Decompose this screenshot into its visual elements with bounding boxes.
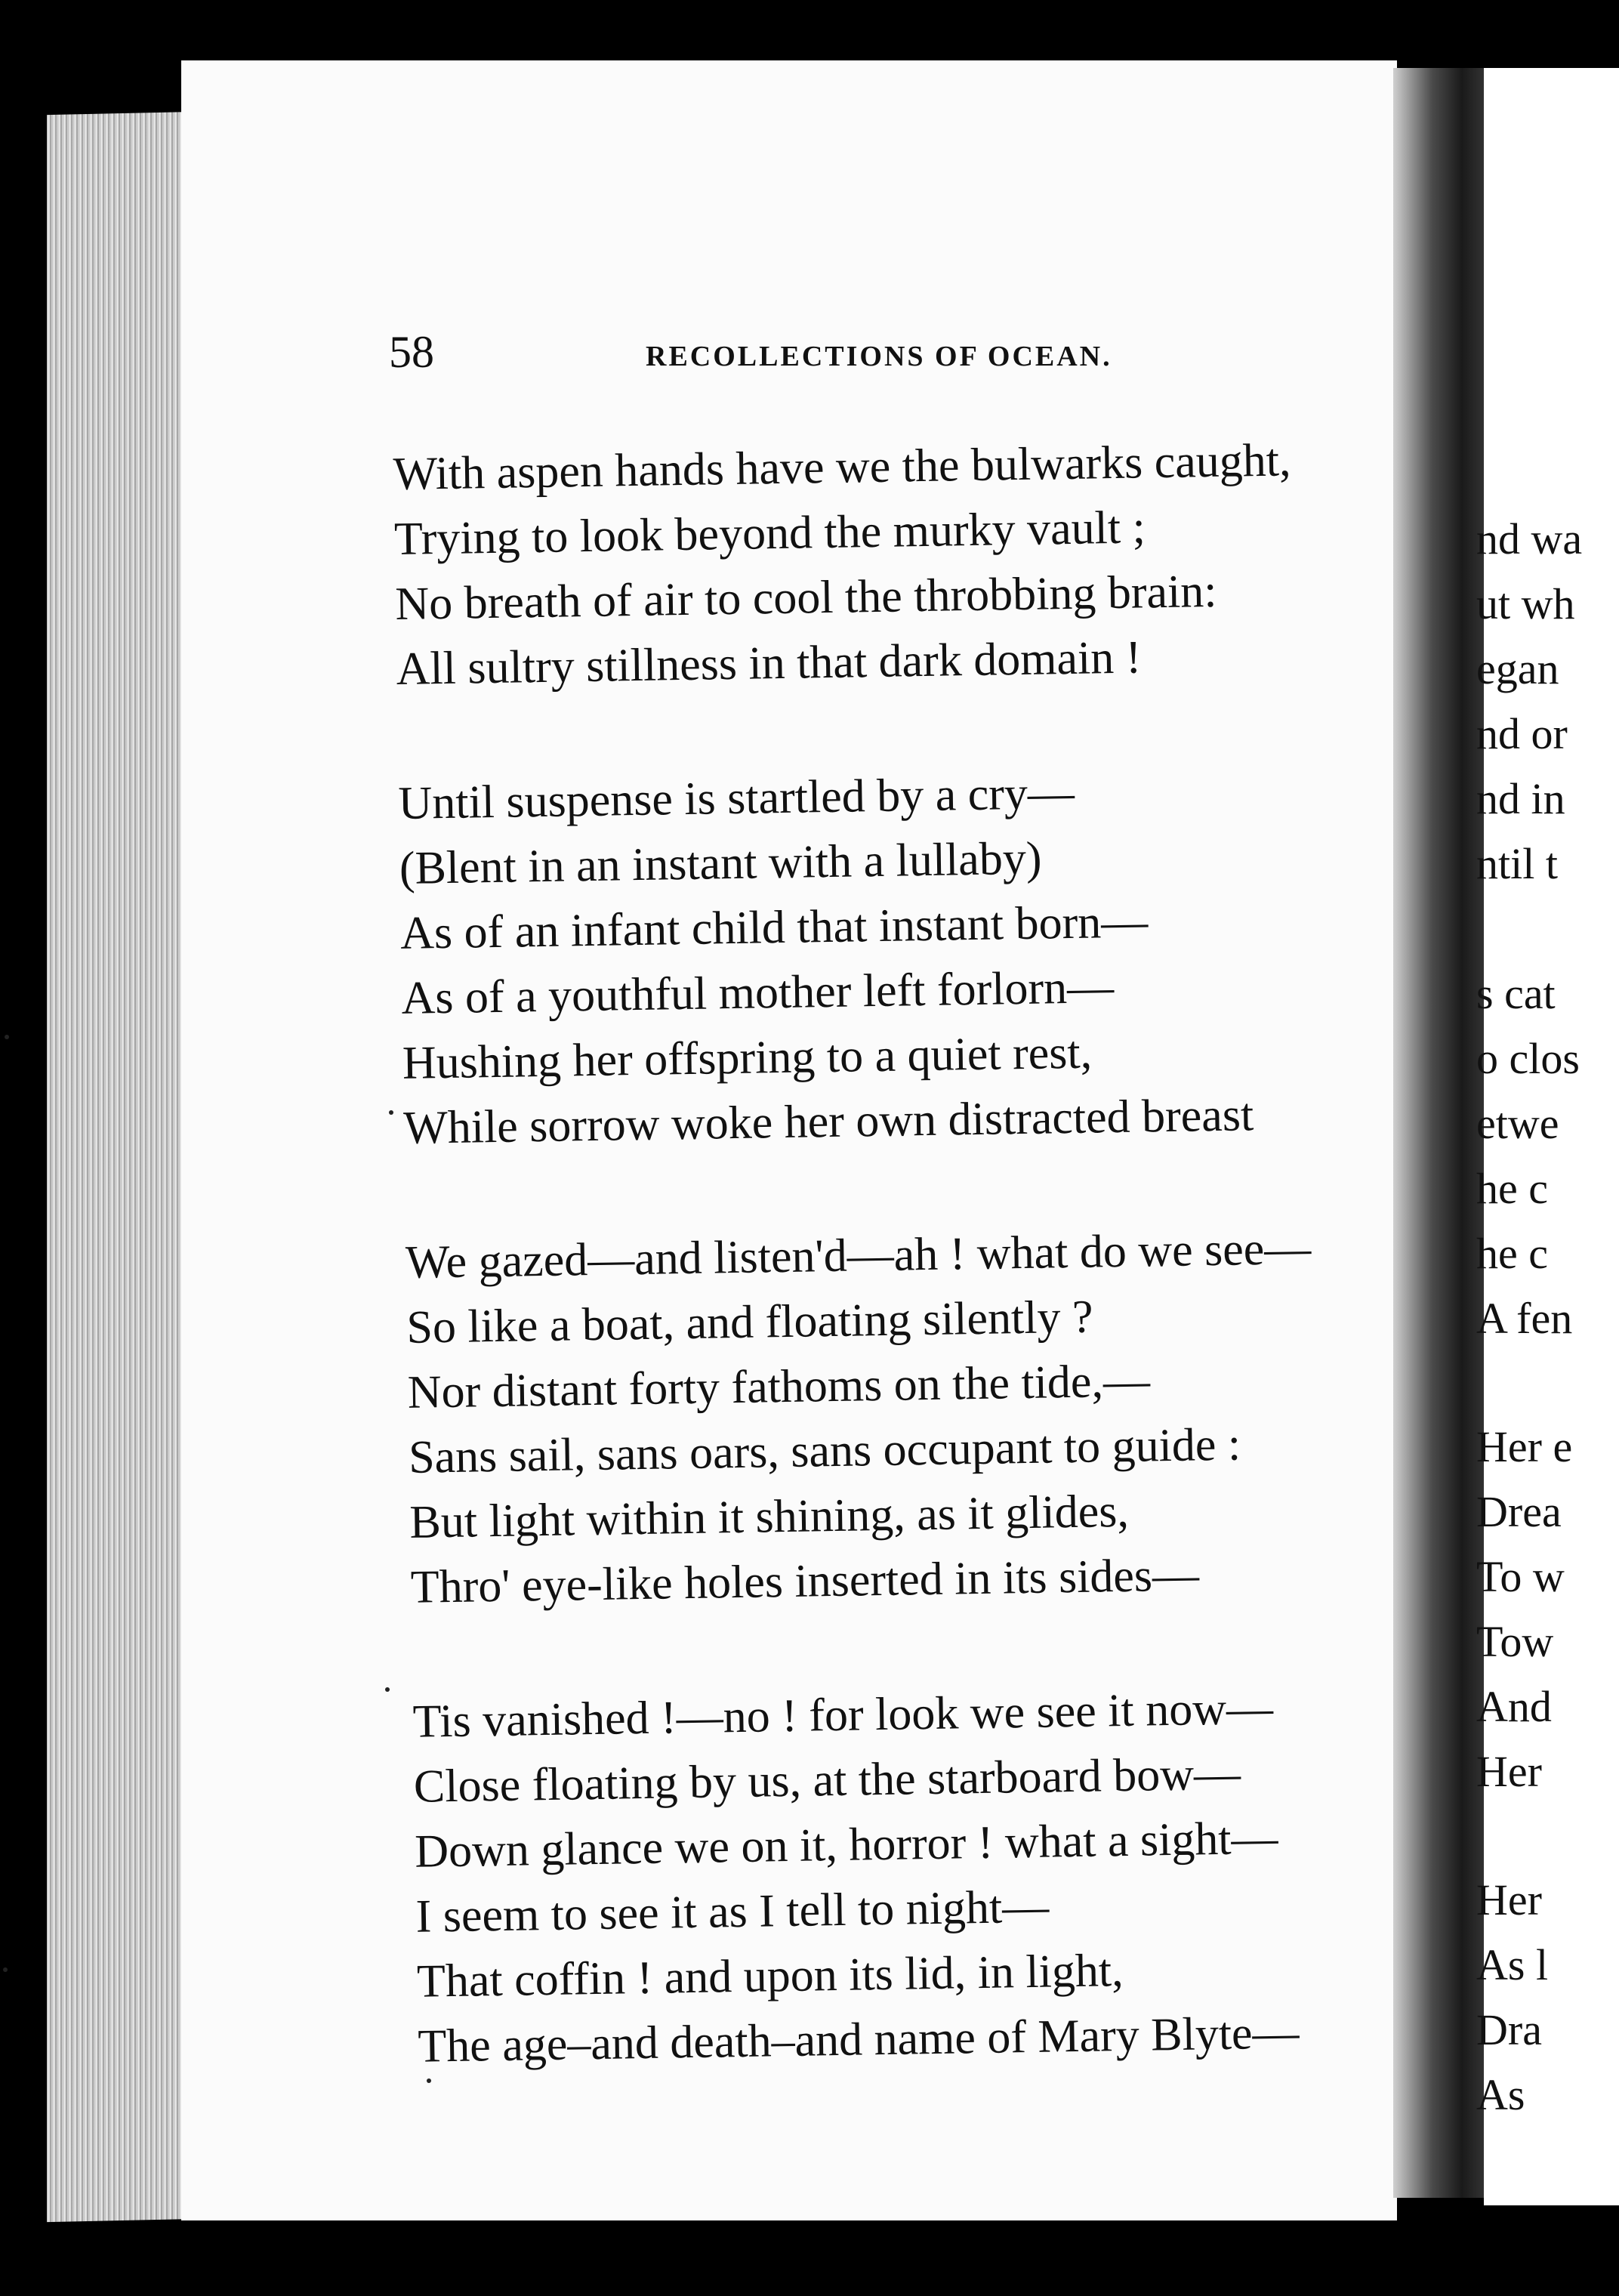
facing-line: A fen: [1476, 1294, 1573, 1343]
facing-line: Her e: [1476, 1422, 1573, 1471]
facing-line: s cat: [1476, 969, 1556, 1018]
facing-line: Her: [1476, 1747, 1542, 1796]
facing-page-text: [1476, 68, 1619, 2205]
poem-line: As of a youthful mother left forlorn—: [401, 961, 1115, 1024]
poem-line: (Blent in an instant with a lullaby): [399, 832, 1042, 894]
poem-line: No breath of air to cool the throbbing brain:: [394, 565, 1217, 630]
ink-speck: [385, 1687, 390, 1692]
poem-line: Hushing her offspring to a quiet rest,: [402, 1026, 1093, 1089]
poem: [393, 424, 1506, 2078]
ink-speck: [3, 1967, 8, 1972]
poem-line: As of an infant child that instant born—: [399, 896, 1149, 959]
poem-line: Thro' eye-like holes inserted in its sides—: [410, 1549, 1200, 1613]
page-edges: [47, 112, 198, 2222]
facing-line: nd in: [1476, 774, 1565, 823]
poem-line: We gazed—and listen'd—ah ! what do we see—: [405, 1223, 1312, 1288]
poem-line: I seem to see it as I tell to night—: [415, 1881, 1050, 1943]
facing-line: Her: [1476, 1875, 1542, 1924]
poem-line: While sorrow woke her own distracted breast: [402, 1089, 1254, 1154]
poem-line: But light within it shining, as it glides,: [409, 1485, 1130, 1548]
running-head: [389, 317, 1371, 393]
facing-line: etwe: [1476, 1099, 1559, 1148]
ink-speck: [389, 1110, 393, 1115]
poem-line: With aspen hands have we the bulwarks caught,: [393, 434, 1292, 500]
facing-line: ntil t: [1476, 839, 1558, 888]
facing-line: he c: [1476, 1229, 1548, 1278]
ink-speck: [5, 1035, 9, 1039]
stanza: [412, 1672, 1506, 2079]
poem-line: Down glance we on it, horror ! what a sight—: [414, 1812, 1278, 1878]
poem-line: Tis vanished !—no ! for look we see it now—: [412, 1682, 1274, 1748]
header-title: RECOLLECTIONS OF OCEAN.: [646, 341, 1112, 372]
poem-line: Trying to look beyond the murky vault ;: [393, 501, 1146, 565]
facing-line: Tow: [1476, 1617, 1554, 1666]
facing-line: Dra: [1476, 2005, 1542, 2054]
poem-line: Close floating by us, at the starboard bow—: [413, 1748, 1241, 1813]
poem-line: The age–and death–and name of Mary Blyte—: [417, 2007, 1300, 2072]
facing-line: egan: [1476, 644, 1559, 693]
poem-line: Sans sail, sans oars, sans occupant to guide :: [408, 1418, 1241, 1483]
poem-line: Nor distant forty fathoms on the tide,—: [407, 1355, 1151, 1418]
facing-line: As l: [1476, 1940, 1549, 1989]
facing-line: To w: [1476, 1552, 1565, 1601]
facing-line: nd or: [1476, 709, 1568, 758]
facing-line: Drea: [1476, 1487, 1562, 1536]
facing-line: ut wh: [1476, 579, 1575, 628]
poem-line: That coffin ! and upon its lid, in light,: [416, 1945, 1124, 2007]
stanza: [405, 1213, 1498, 1620]
facing-line: he c: [1476, 1164, 1548, 1213]
facing-line: nd wa: [1476, 514, 1583, 563]
facing-line: As: [1476, 2070, 1525, 2119]
stanza: [393, 424, 1484, 702]
page-number: 58: [389, 327, 434, 377]
stanza: [398, 754, 1491, 1161]
facing-line: o clos: [1476, 1034, 1580, 1083]
ink-speck: [427, 2078, 431, 2083]
poem-line: Until suspense is startled by a cry—: [397, 767, 1075, 829]
poem-line: So like a boat, and floating silently ?: [406, 1291, 1094, 1353]
poem-line: All sultry stillness in that dark domain !: [396, 631, 1142, 695]
facing-line: And: [1476, 1682, 1552, 1731]
facing-page: [1476, 68, 1619, 2205]
